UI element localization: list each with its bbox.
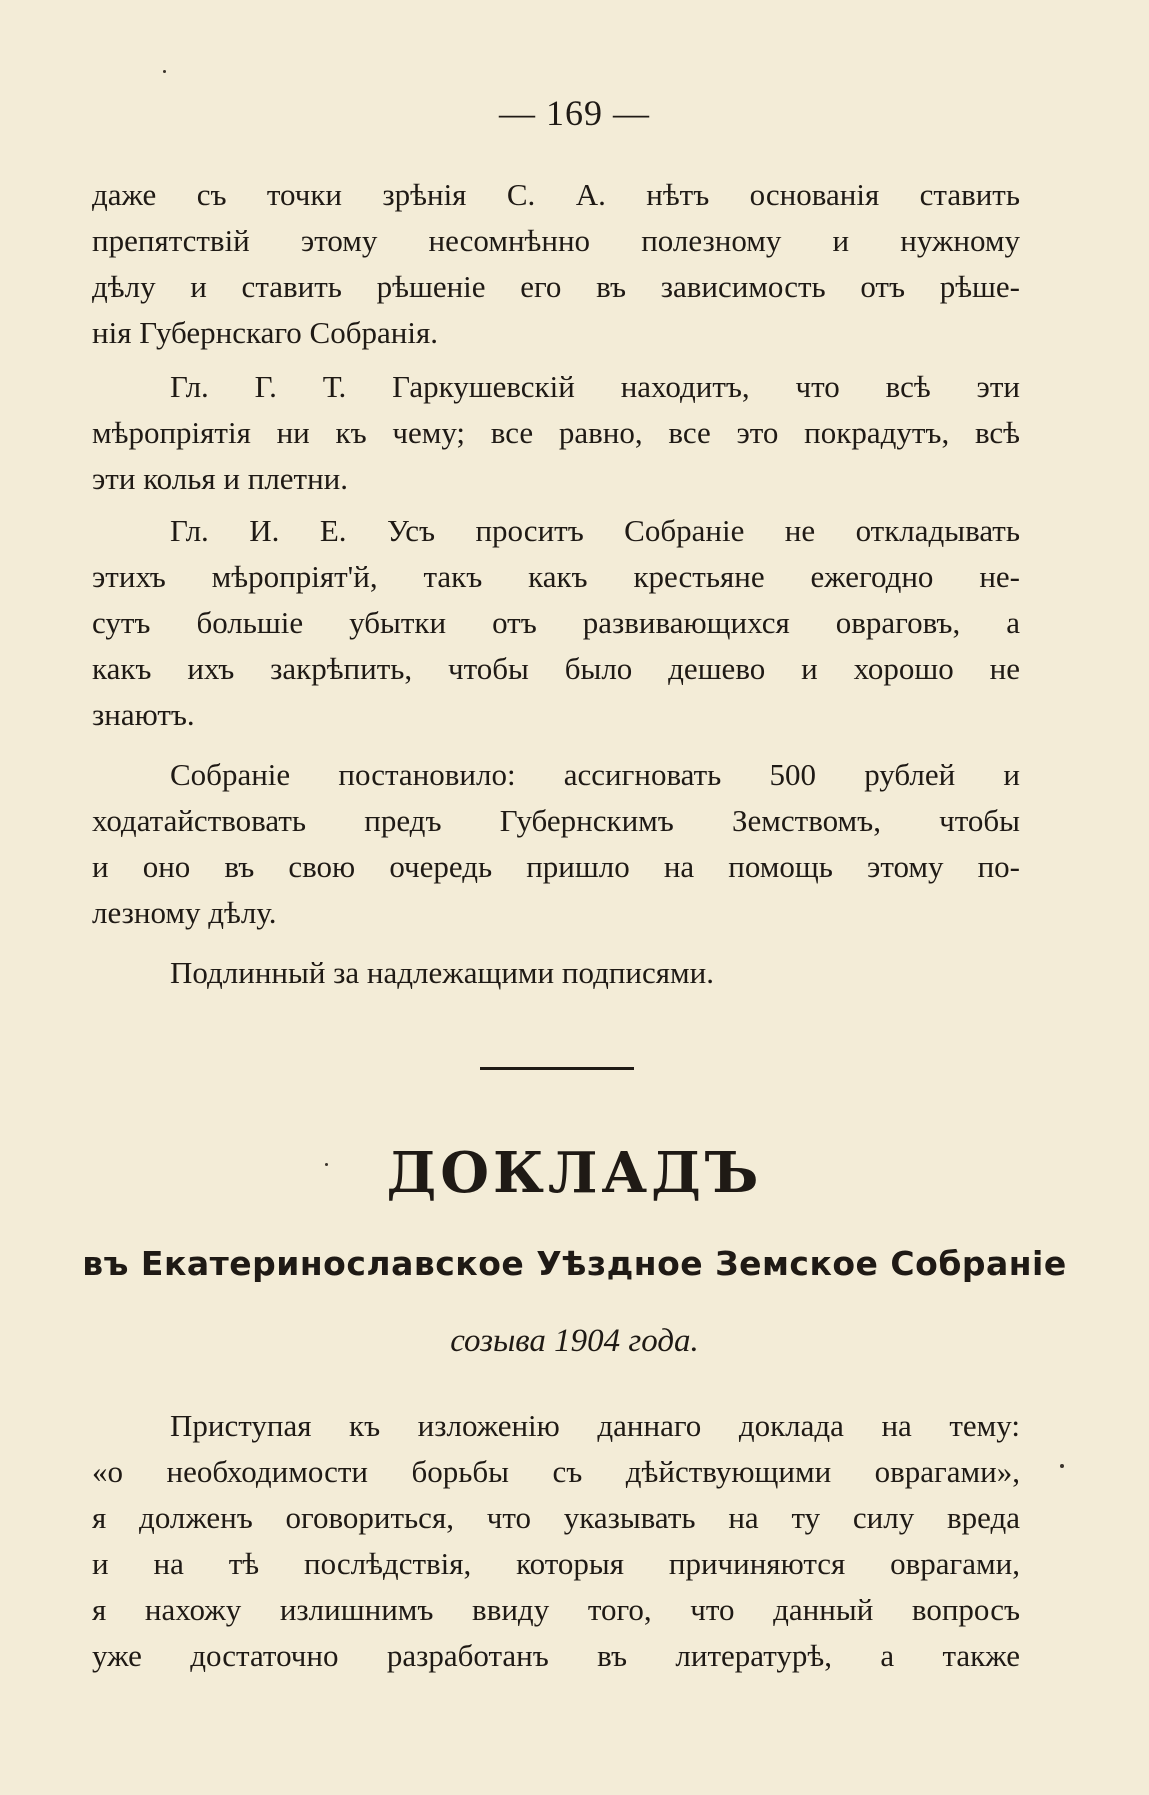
- text-line: я долженъ оговориться, что указывать на ту силу вреда: [92, 1500, 1020, 1535]
- text-line: этихъ мѣропріят'й, такъ какъ крестьяне ежегодно не-: [92, 559, 1020, 594]
- text-line: знаютъ.: [92, 697, 195, 732]
- text-line: дѣлу и ставить рѣшеніе его въ зависимость отъ рѣше-: [92, 269, 1020, 304]
- ink-speck: [163, 70, 166, 73]
- signature-line: [92, 950, 1020, 996]
- text-line: даже съ точки зрѣнія С. А. нѣтъ основанія ставить: [92, 177, 1020, 212]
- report-subheading: въ Екатеринославское Уѣздное Земское Собраніе: [82, 1244, 1067, 1283]
- text-line: уже достаточно разработанъ въ литературѣ, а также: [92, 1638, 1020, 1673]
- paragraph-1: [92, 172, 1020, 356]
- text-line: ходатайствовать предъ Губернскимъ Земствомъ, чтобы: [92, 803, 1020, 838]
- text-line: лезному дѣлу.: [92, 895, 277, 930]
- text-line: и оно въ свою очередь пришло на помощь этому по-: [92, 849, 1020, 884]
- page-number: — 169 —: [499, 93, 650, 133]
- ink-speck: [325, 1163, 328, 1166]
- text-line: какъ ихъ закрѣпить, чтобы было дешево и хорошо не: [92, 651, 1020, 686]
- text-line: Гл. Г. Т. Гаркушевскій находитъ, что всѣ эти: [170, 369, 1020, 404]
- text-line: я нахожу излишнимъ ввиду того, что данный вопросъ: [92, 1592, 1020, 1627]
- paragraph-4: [92, 752, 1020, 936]
- text-line: Собраніе постановило: ассигновать 500 рублей и: [170, 757, 1020, 792]
- ink-speck: [1060, 1464, 1064, 1468]
- text-line: Приступая къ изложенію даннаго доклада на тему:: [170, 1408, 1020, 1443]
- section-divider: [480, 1067, 634, 1070]
- text-line: сутъ большіе убытки отъ развивающихся овраговъ, а: [92, 605, 1020, 640]
- report-session: созыва 1904 года.: [450, 1323, 699, 1359]
- text-line: препятствій этому несомнѣнно полезному и нужному: [92, 223, 1020, 258]
- report-heading: ДОКЛАДЪ: [386, 1140, 763, 1206]
- paragraph-5: [92, 1403, 1020, 1679]
- text-line: мѣропріятія ни къ чему; все равно, все это покрадутъ, всѣ: [92, 415, 1020, 450]
- text-line: «о необходимости борьбы съ дѣйствующими оврагами»,: [92, 1454, 1020, 1489]
- text-line: нія Губернскаго Собранія.: [92, 315, 438, 350]
- text-line: эти колья и плетни.: [92, 461, 349, 496]
- text-line: и на тѣ послѣдствія, которыя причиняются оврагами,: [92, 1546, 1020, 1581]
- signature-text: Подлинный за надлежащими подписями.: [170, 955, 714, 990]
- text-line: Гл. И. Е. Усъ проситъ Собраніе не откладывать: [170, 513, 1020, 548]
- paragraph-2: [92, 364, 1020, 502]
- paragraph-3: [92, 508, 1020, 738]
